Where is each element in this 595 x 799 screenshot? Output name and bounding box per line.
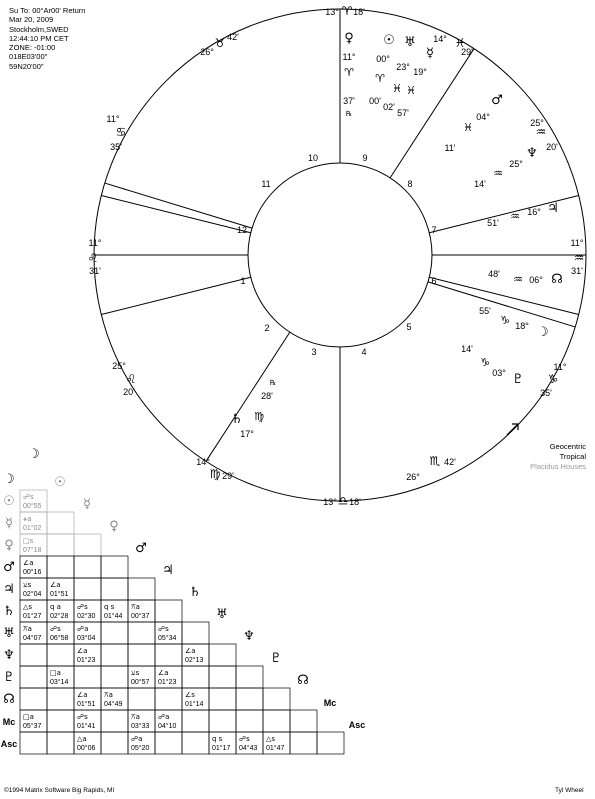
grid-row-label-4: ♂ [3, 560, 15, 575]
aspect-cell [317, 732, 344, 754]
aspect-type: ⚻a [23, 625, 32, 633]
grid-col-label-10: ☊ [297, 673, 309, 688]
planet-0-sign-icon: ♈ [344, 66, 354, 79]
planet-10-sign-icon: ♍ [254, 410, 264, 423]
cusp-2-sign-icon: ♌ [125, 372, 137, 386]
aspect-cell [101, 732, 128, 754]
house-number-4: 4 [361, 347, 367, 357]
aspect-cell [20, 666, 47, 688]
planet-6-degree: 16° [527, 207, 541, 217]
cusp-11-degree: 26° [200, 47, 214, 57]
planet-8-sign-icon: ♑ [500, 314, 510, 327]
cusp-2-minutes: 20' [123, 387, 135, 397]
planet-10-degree: 17° [240, 429, 254, 439]
aspect-type: ☍s [239, 735, 250, 743]
aspect-cell [47, 732, 74, 754]
cusp-12-degree: 11° [106, 114, 120, 124]
grid-col-label-4: ♂ [135, 541, 147, 556]
aspect-type: □a [23, 713, 34, 721]
aspect-orb: 06°58 [50, 635, 69, 642]
grid-col-label-2: ☿ [83, 497, 91, 512]
aspect-orb: 03°14 [50, 679, 69, 686]
aspect-cell [47, 534, 74, 556]
planet-2-sign-icon: ♓ [406, 84, 416, 97]
aspect-type: △s [266, 735, 276, 743]
aspect-cell [236, 688, 263, 710]
grid-row-label-3: ♀ [4, 538, 14, 553]
aspect-cell [74, 666, 101, 688]
cusp-6-minutes: 35' [540, 388, 552, 398]
aspect-orb: 03°33 [131, 723, 150, 730]
aspect-type: ☍s [77, 603, 88, 611]
house-number-2: 2 [264, 323, 270, 333]
aspect-orb: 07°18 [23, 547, 42, 554]
planet-0-minutes: 37' [343, 96, 355, 106]
cusp-12-sign-icon: ♋ [115, 125, 127, 139]
grid-col-label-0: ☽ [28, 447, 40, 462]
aspect-type: ∠s [185, 691, 195, 699]
planet-4-sign-icon: ♓ [463, 121, 473, 134]
setting-geocentric: Geocentric [549, 442, 586, 451]
planet-7-sign-icon: ♒ [513, 273, 523, 286]
aspect-orb: 00°55 [23, 503, 42, 510]
aspect-cell [101, 622, 128, 644]
planet-1-glyph-icon: ☉ [383, 33, 395, 48]
planet-1-minutes: 00' [369, 96, 381, 106]
aspect-type: ☍a [77, 625, 89, 633]
aspect-type: ∠a [77, 691, 88, 699]
info-line: ZONE: -01:00 [9, 43, 56, 53]
cusp-7-sign-icon: ♒ [573, 251, 585, 265]
planet-3-glyph-icon: ♅ [404, 35, 416, 50]
planet-3-sign-icon: ♓ [392, 82, 402, 95]
grid-row-label-12: Asc [0, 739, 18, 749]
cusp-10-degree: 13° [325, 7, 339, 17]
planet-5-sign-icon: ♒ [493, 167, 503, 180]
setting-house-system: Placidus Houses [530, 462, 586, 471]
aspect-type: ⚻a [131, 713, 140, 721]
house-number-12: 12 [236, 225, 248, 235]
aspect-cell [101, 666, 128, 688]
planet-9-degree: 03° [492, 368, 506, 378]
setting-tropical: Tropical [559, 452, 586, 461]
aspect-cell [155, 600, 182, 622]
aspect-type: q a [50, 603, 61, 611]
planet-9-minutes: 14' [461, 344, 473, 354]
cusp-8-sign-icon: ♒ [535, 125, 547, 139]
aspect-cell [20, 644, 47, 666]
grid-col-label-5: ♃ [162, 563, 174, 578]
aspect-cell [182, 732, 209, 754]
aspect-cell [128, 644, 155, 666]
chart-settings [520, 442, 586, 472]
cusp-3-degree: 14° [196, 457, 210, 467]
planet-3-minutes: 02' [383, 102, 395, 112]
grid-row-label-10: ☊ [3, 692, 15, 707]
cusp-9-minutes: 29' [461, 47, 473, 57]
grid-row-label-7: ♅ [3, 626, 15, 641]
aspect-type: ∠a [23, 559, 34, 567]
planet-10-minutes: 28' [261, 391, 273, 401]
aspect-orb: 00°06 [77, 745, 96, 752]
aspect-type: ☍a [158, 713, 170, 721]
aspect-cell [263, 688, 290, 710]
grid-row-label-1: ☉ [3, 494, 15, 509]
aspect-cell [47, 512, 74, 534]
grid-col-label-8: ♆ [243, 629, 255, 644]
aspect-cell [155, 732, 182, 754]
cusp-7-minutes: 31' [571, 266, 583, 276]
cusp-8-degree: 25° [530, 118, 544, 128]
aspect-cell [182, 666, 209, 688]
aspect-orb: 05°20 [131, 745, 150, 752]
house-number-3: 3 [311, 347, 317, 357]
planet-8-minutes: 55' [479, 306, 491, 316]
planet-0-glyph-icon: ♀ [344, 31, 354, 46]
house-number-1: 1 [240, 276, 246, 286]
aspect-type: ☍s [23, 493, 34, 501]
aspect-cell [209, 688, 236, 710]
house-number-9: 9 [362, 153, 368, 163]
aspect-cell [128, 622, 155, 644]
grid-row-label-2: ☿ [5, 516, 13, 531]
aspect-type: ⚺s [23, 581, 32, 589]
sagittarius-arrow-icon [507, 424, 518, 435]
aspect-orb: 04°10 [158, 723, 177, 730]
planet-6-glyph-icon: ♃ [547, 201, 559, 216]
house-cusp-line-3 [206, 332, 290, 461]
cusp-11-minutes: 42' [227, 32, 239, 42]
grid-col-label-12: Asc [348, 720, 366, 730]
planet-7-minutes: 48' [488, 269, 500, 279]
aspect-orb: 00°16 [23, 569, 42, 576]
cusp-6-sign-icon: ♑ [547, 372, 559, 386]
house-number-8: 8 [407, 179, 413, 189]
cusp-9-degree: 14° [433, 34, 447, 44]
aspect-orb: 02°30 [77, 613, 96, 620]
aspect-cell [209, 666, 236, 688]
aspect-orb: 03°04 [77, 635, 96, 642]
aspect-orb: 01°44 [104, 613, 123, 620]
aspect-cell [47, 556, 74, 578]
planet-4-minutes: 11' [444, 143, 456, 153]
aspect-orb: 02°13 [185, 657, 204, 664]
aspect-orb: 04°49 [104, 701, 123, 708]
planet-9-sign-icon: ♑ [480, 356, 490, 369]
aspect-type: ☍s [50, 625, 61, 633]
aspect-type: ⚺s [131, 669, 140, 677]
aspect-cell [209, 710, 236, 732]
cusp-3-sign-icon: ♍ [209, 467, 221, 481]
aspect-cell [101, 644, 128, 666]
aspect-cell [47, 688, 74, 710]
aspect-type: ☍s [77, 713, 88, 721]
info-line: 018E03'00" [9, 52, 48, 62]
aspect-cell [47, 710, 74, 732]
cusp-10-minutes: 18' [353, 7, 365, 17]
grid-row-label-9: ♇ [3, 670, 15, 685]
aspect-cell [20, 688, 47, 710]
planet-0-degree: 11° [342, 52, 356, 62]
planet-9-glyph-icon: ♇ [512, 372, 524, 387]
aspect-cell [290, 710, 317, 732]
aspect-cell [182, 710, 209, 732]
cusp-1-sign-icon: ♌ [87, 251, 99, 265]
cusp-5-minutes: 42' [444, 457, 456, 467]
planet-0-retrograde-icon: ℞ [345, 110, 353, 118]
planet-1-degree: 00° [376, 54, 390, 64]
aspect-cell [209, 644, 236, 666]
planet-6-minutes: 51' [487, 218, 499, 228]
house-number-6: 6 [431, 276, 437, 286]
grid-col-label-1: ☉ [54, 475, 66, 490]
aspect-cell [128, 578, 155, 600]
planet-5-minutes: 14' [474, 179, 486, 189]
aspect-orb: 01°41 [77, 723, 96, 730]
cusp-4-minutes: 18' [349, 497, 361, 507]
planet-1-sign-icon: ♈ [375, 72, 385, 85]
cusp-1-degree: 11° [88, 238, 102, 248]
grid-row-label-0: ☽ [3, 472, 15, 487]
aspect-type: □a [50, 669, 61, 677]
aspect-type: □s [23, 537, 34, 545]
planet-2-minutes: 57' [397, 108, 409, 118]
planet-5-glyph-icon: ♆ [526, 146, 538, 161]
footer-wheel-name: Tyl Wheel [555, 787, 584, 794]
aspect-cell [128, 688, 155, 710]
planet-4-glyph-icon: ♂ [491, 93, 503, 108]
aspect-orb: 01°17 [212, 745, 231, 752]
house-cusp-line-12 [101, 195, 250, 232]
aspect-orb: 00°57 [131, 679, 150, 686]
aspect-type: ∠a [77, 647, 88, 655]
cusp-5-sign-icon: ♏ [429, 454, 441, 468]
aspect-orb: 01°51 [77, 701, 96, 708]
aspect-orb: 00°37 [131, 613, 150, 620]
aspect-orb: 01°27 [23, 613, 42, 620]
info-line: 59N20'00" [9, 61, 44, 71]
grid-col-label-11: Mc [323, 698, 337, 708]
aspect-type: ⚻a [131, 603, 140, 611]
aspect-orb: 01°14 [185, 701, 204, 708]
house-number-5: 5 [406, 322, 412, 332]
house-number-11: 11 [261, 179, 271, 189]
aspect-orb: 05°34 [158, 635, 177, 642]
planet-5-degree: 25° [509, 159, 523, 169]
cusp-6-degree: 11° [553, 362, 567, 372]
footer-copyright: ©1994 Matrix Software Big Rapids, MI [4, 787, 115, 794]
aspect-type: ☍a [131, 735, 143, 743]
house-cusp-line-11 [105, 183, 252, 228]
aspect-cell [47, 644, 74, 666]
aspect-cell [155, 688, 182, 710]
planet-10-glyph-icon: ♄ [231, 412, 243, 427]
planet-7-degree: 06° [529, 275, 543, 285]
planet-10-retrograde-icon: ℞ [269, 379, 277, 387]
planet-2-glyph-icon: ☿ [426, 46, 434, 61]
aspect-orb: 01°47 [266, 745, 285, 752]
inner-circle [248, 163, 432, 347]
cusp-8-minutes: 20' [546, 142, 558, 152]
cusp-7-degree: 11° [570, 238, 584, 248]
grid-col-label-6: ♄ [189, 585, 201, 600]
aspect-type: q s [212, 735, 223, 743]
cusp-4-degree: 13° [323, 497, 337, 507]
cusp-2-degree: 25° [112, 361, 126, 371]
grid-row-label-11: Mc [2, 717, 16, 727]
info-line: 12:44:10 PM CET [9, 33, 69, 43]
cusp-10-sign-icon: ♈ [341, 4, 353, 18]
aspect-orb: 02°28 [50, 613, 69, 620]
aspect-orb: 04°07 [23, 635, 42, 642]
planet-8-degree: 18° [515, 321, 529, 331]
aspect-type: ∠a [185, 647, 196, 655]
aspect-cell [20, 732, 47, 754]
cusp-4-sign-icon: ♎ [337, 494, 349, 508]
aspect-cell [263, 710, 290, 732]
planet-3-degree: 23° [396, 62, 410, 72]
aspect-cell [182, 622, 209, 644]
info-line: Mar 20, 2009 [9, 15, 54, 25]
planet-7-glyph-icon: ☊ [551, 272, 563, 287]
house-number-7: 7 [431, 225, 437, 235]
aspect-type: ☍s [158, 625, 169, 633]
aspect-orb: 04°43 [239, 745, 258, 752]
aspect-orb: 01°23 [158, 679, 177, 686]
aspect-type: ∠a [50, 581, 61, 589]
aspect-cell [101, 578, 128, 600]
planet-8-glyph-icon: ☽ [537, 325, 549, 340]
house-cusp-line-2 [101, 277, 250, 314]
grid-row-label-6: ♄ [3, 604, 15, 619]
grid-row-label-5: ♃ [3, 582, 15, 597]
grid-col-label-7: ♅ [216, 607, 228, 622]
aspect-type: ⚻a [104, 691, 113, 699]
aspect-cell [101, 556, 128, 578]
grid-col-label-3: ♀ [109, 519, 119, 534]
cusp-5-degree: 26° [406, 472, 420, 482]
house-number-10: 10 [307, 153, 319, 163]
planet-4-degree: 04° [476, 112, 490, 122]
info-line: Stockholm,SWED [9, 24, 69, 34]
aspect-orb: 01°02 [23, 525, 42, 532]
aspect-cell [74, 556, 101, 578]
cusp-3-minutes: 29' [222, 471, 234, 481]
cusp-12-minutes: 35' [110, 142, 122, 152]
aspect-orb: 01°23 [77, 657, 96, 664]
grid-row-label-8: ♆ [3, 648, 15, 663]
cusp-1-minutes: 31' [89, 266, 101, 276]
aspect-type: △s [23, 603, 33, 611]
aspect-orb: 05°37 [23, 723, 42, 730]
aspect-type: △a [77, 735, 87, 743]
aspect-cell [74, 578, 101, 600]
aspect-cell [155, 644, 182, 666]
aspect-type: q s [104, 603, 115, 611]
planet-2-degree: 19° [413, 67, 427, 77]
aspect-cell [74, 534, 101, 556]
aspect-cell [101, 710, 128, 732]
cusp-11-sign-icon: ♉ [214, 36, 226, 50]
aspect-type: ∠a [158, 669, 169, 677]
info-line: Su To: 00°Ar00' Return [9, 6, 86, 15]
grid-col-label-9: ♇ [270, 651, 282, 666]
cusp-9-sign-icon: ♓ [454, 36, 466, 50]
aspect-cell [236, 710, 263, 732]
aspect-type: ⚹a [23, 515, 32, 523]
planet-6-sign-icon: ♒ [510, 210, 520, 223]
aspect-orb: 02°04 [23, 591, 42, 598]
aspect-orb: 01°51 [50, 591, 69, 598]
aspect-cell [236, 666, 263, 688]
aspect-cell [290, 732, 317, 754]
